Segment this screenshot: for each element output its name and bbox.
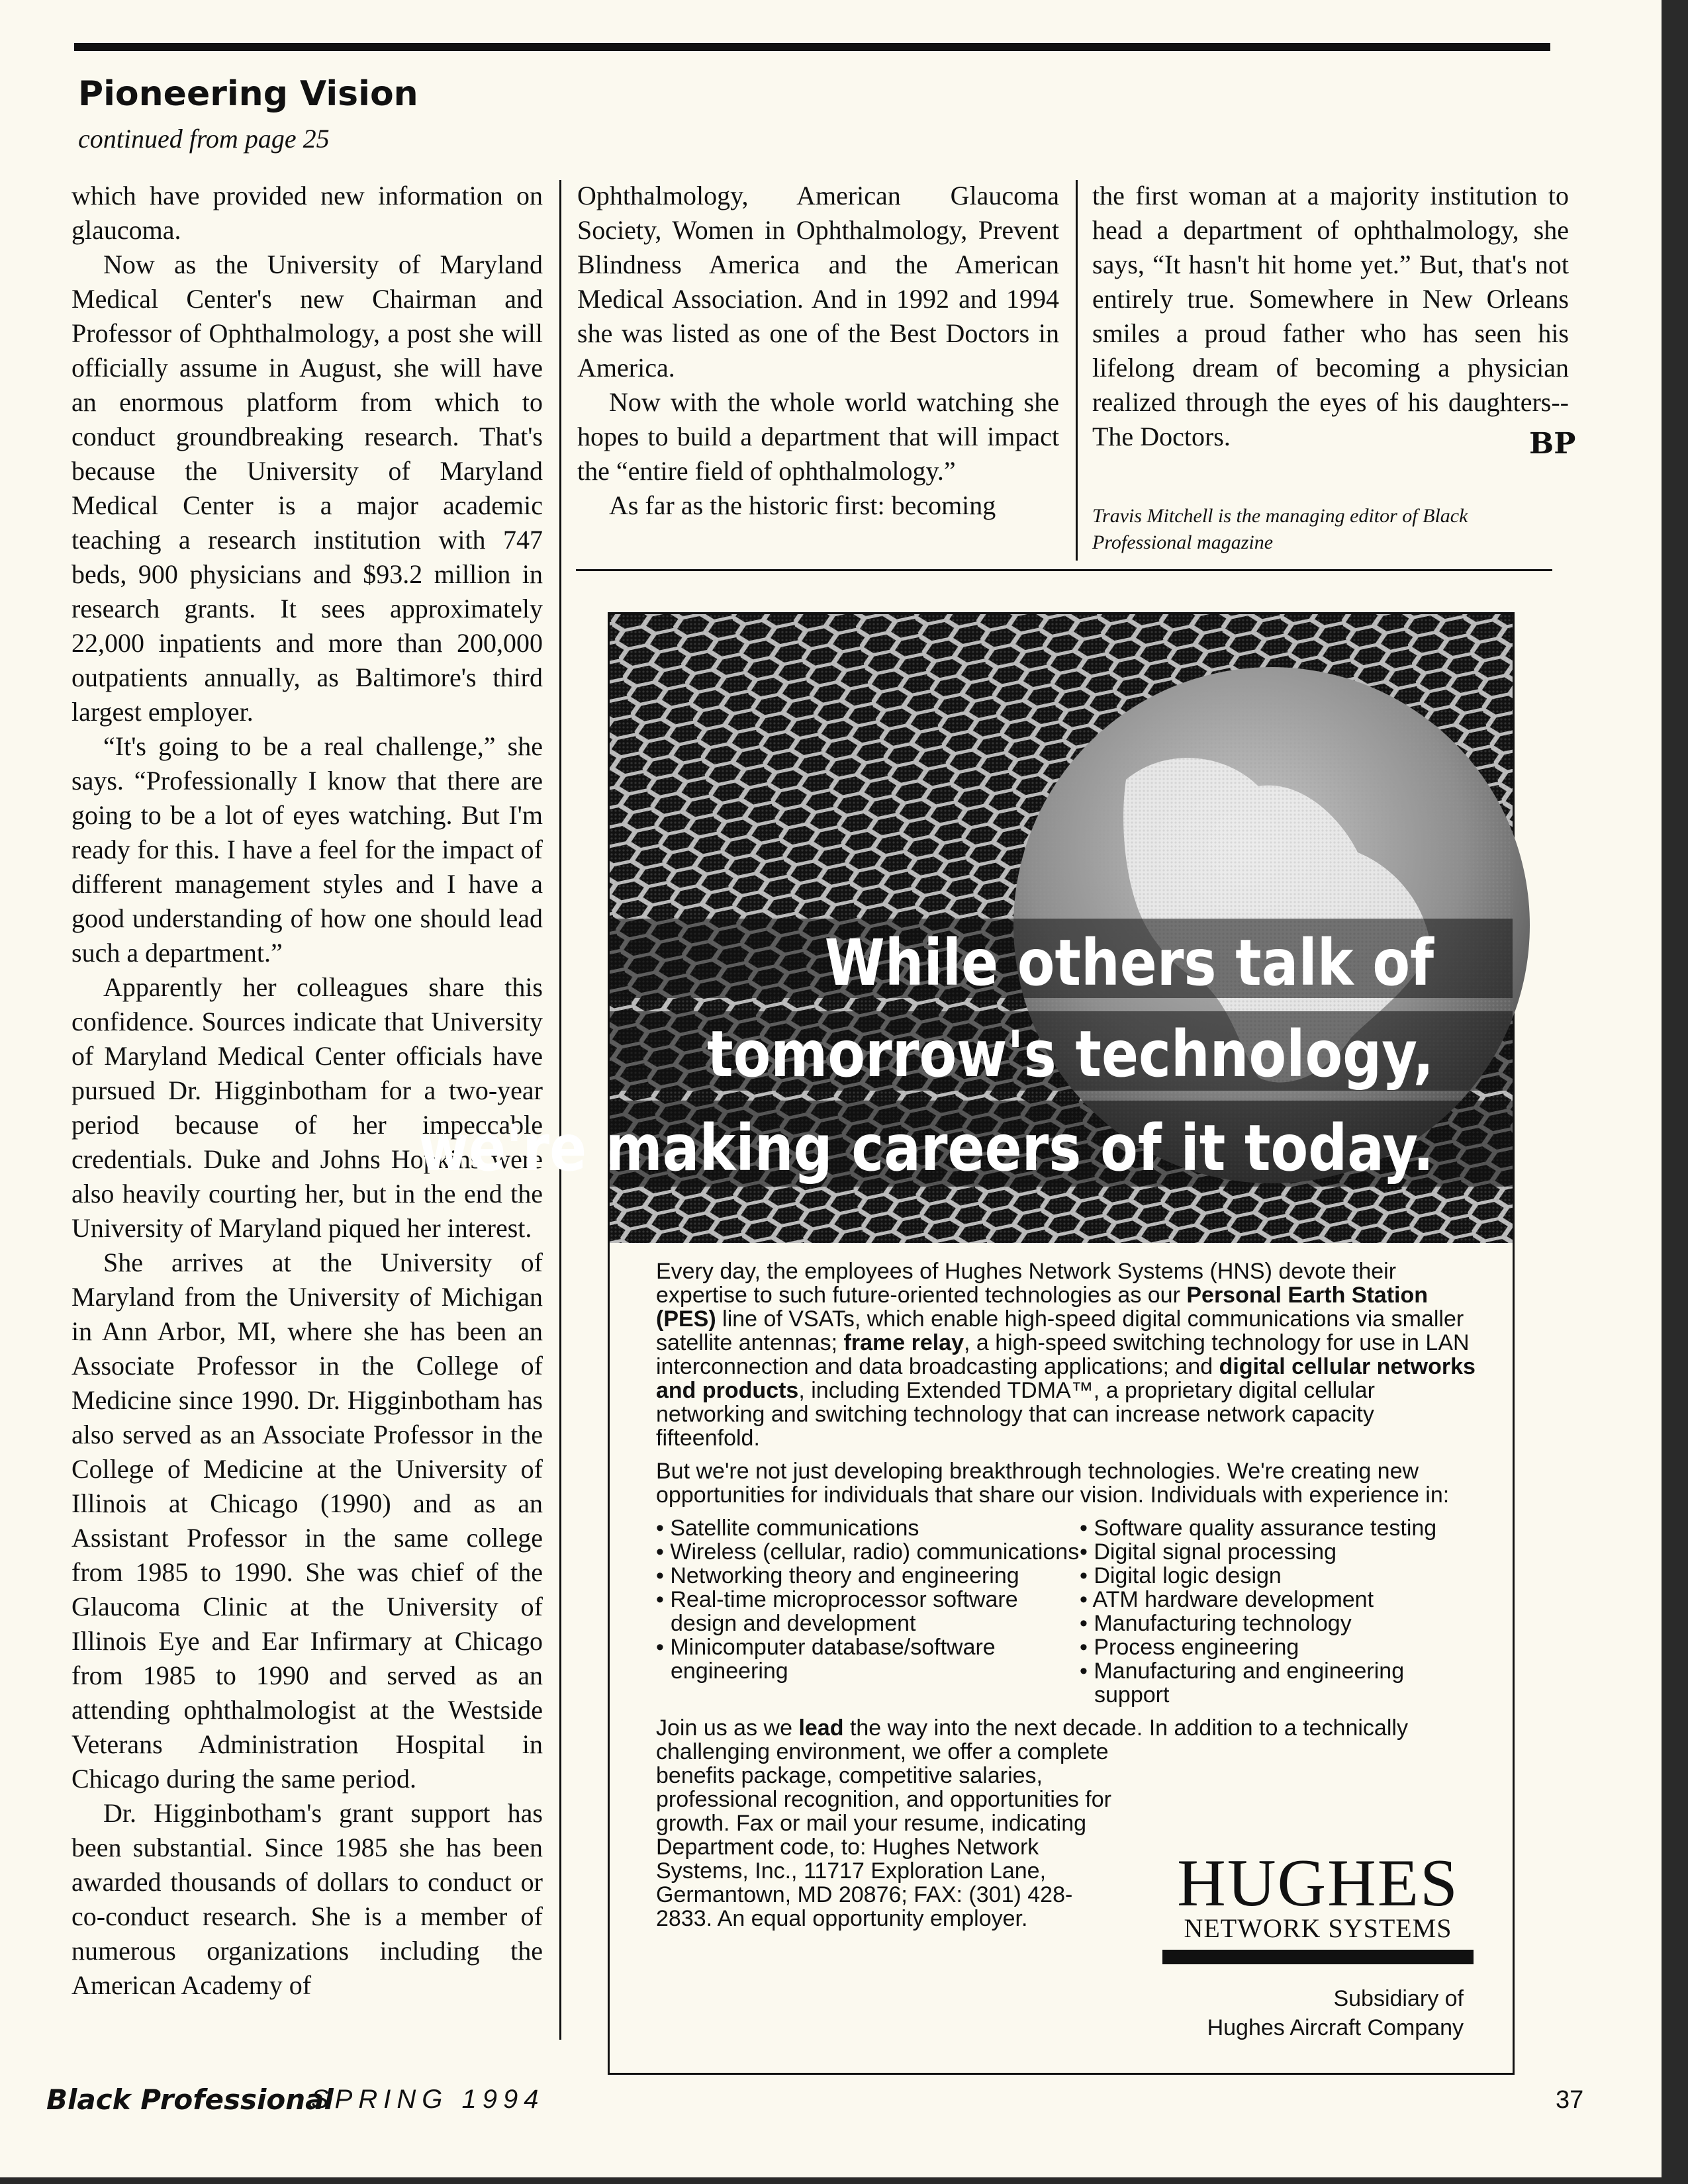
continued-note: continued from page 25 (78, 124, 330, 154)
footer-magazine-name: Black Professional (46, 2083, 334, 2116)
column-divider (1076, 180, 1078, 561)
logo-name: HUGHES (1177, 1846, 1459, 1921)
logo-bar (1162, 1950, 1474, 1964)
list-item: • Minicomputer database/software engineering (656, 1635, 996, 1684)
author-credit: Travis Mitchell is the managing editor of Black Professional magazine (1092, 505, 1468, 553)
subsidiary-line: Subsidiary of (1333, 1986, 1464, 2011)
hughes-advertisement (418, 612, 1515, 2075)
paragraph: Now with the whole world watching she hopes to build a department that will impact the “entire field of ophthalmology.” (577, 387, 1059, 486)
column-divider (559, 180, 561, 2040)
bold-term: frame relay (843, 1330, 964, 1355)
paragraph: “It's going to be a real challenge,” she says. “Professionally I know that there are going to be a lot of eyes watching. But I'm ready for this. I have a feel for the impact of different management styles and I have a good understanding of how one should lead such a department.” (71, 731, 543, 968)
list-item: • Manufacturing and engineering support (1080, 1659, 1405, 1707)
logo-subtitle: NETWORK SYSTEMS (1184, 1913, 1452, 1943)
bold-term: digital cellular networks and products (656, 1354, 1476, 1403)
article-column-2 (577, 179, 1059, 523)
bold-term: lead (798, 1715, 844, 1741)
paragraph: She arrives at the University of Maryland from the University of Michigan in Ann Arbor, MI, where she has been an Associate Professor in the College of Medicine since 1990. Dr. Higginbotham has also served as an Associate Professor in the College of Medicine at the University of Illinois at Chicago (1990) and as an Assistant Professor in the same college from 1985 to 1990. She was chief of the Glaucoma Clinic at the University of Illinois Eye and Ear Infirmary at Chicago from 1985 to 1990 and served as an attending ophthalmologist at the Westside Veterans Administration Hospital in Chicago during the same period. (71, 1248, 543, 1794)
paragraph: the first woman at a majority institution to head a department of ophthalmology, she says, “It hasn't hit home yet.” But, that's not entirely true. Somewhere in New Orleans smiles a proud father who has seen his lifelong dream of becoming a physician realized through the eyes of his daughters-- The Doctors. (1092, 181, 1569, 451)
article-column-3 (1092, 179, 1569, 454)
ad-headline-line-3: we're making careers of it today. (418, 1112, 1434, 1186)
paragraph: As far as the historic first: becoming (609, 490, 996, 520)
globe-hexagon-image (418, 614, 1513, 1243)
ad-body-copy (656, 1259, 1477, 1931)
ad-intro (656, 1259, 1477, 1450)
article-column-1 (71, 179, 543, 2003)
text-run: the way into the next decade. In addition to a technically (843, 1715, 1408, 1741)
list-item: • Software quality assurance testing (1080, 1516, 1437, 1541)
text-run: , including Extended TDMA™, a proprietary digital cellular networking and switching technology that can increase network capacity fifteenfold. (656, 1378, 1375, 1451)
paragraph: Apparently her colleagues share this confidence. Sources indicate that University of Maryland Medical Center officials have pursued Dr. Higginbotham for a two-year period because of her impeccable credentials. Duke and Johns Hopkins were also heavily courting her, but in the end the University of Maryland piqued her interest. (71, 972, 543, 1243)
page-number: 37 (1556, 2086, 1584, 2114)
list-item: • Wireless (cellular, radio) communications (656, 1539, 1080, 1565)
paragraph: Dr. Higginbotham's grant support has been substantial. Since 1985 she has been awarded thousands of dollars to conduct or co-conduct research. She is a member of numerous organizations including the American Academy of (71, 1798, 543, 2000)
section-rule (576, 569, 1552, 571)
bp-end-mark: BP (1529, 427, 1576, 461)
experience-list-right (1080, 1516, 1477, 1707)
ad-join-line (656, 1716, 1477, 1740)
list-item: • Satellite communications (656, 1516, 919, 1541)
experience-list-left (656, 1516, 1080, 1707)
ad-paragraph: But we're not just developing breakthrough technologies. We're creating new opportunities for individuals that share our vision. Individuals with experience in: (656, 1459, 1450, 1508)
hughes-logo (1152, 1846, 1483, 1964)
list-item: • Digital logic design (1080, 1563, 1282, 1588)
list-item: • Real-time microprocessor software design and development (656, 1587, 1018, 1636)
article-title: Pioneering Vision (78, 74, 418, 114)
subsidiary-note (1166, 1984, 1464, 2042)
top-rule (74, 43, 1550, 51)
ad-headline-line-1: While others talk of (824, 927, 1434, 1001)
subsidiary-line: Hughes Aircraft Company (1207, 2015, 1464, 2040)
bold-term: Personal Earth Station (PES) (656, 1283, 1428, 1332)
experience-list (656, 1516, 1477, 1707)
text-run: Join us as we (656, 1715, 799, 1741)
ad-join-rest: challenging environment, we offer a complete benefits package, competitive salaries, professional recognition, and opportunities for growth. Fax or mail your resume, indicating Department code, to: Hughes Network Systems, Inc., 11717 Exploration Lane, Germantown, MD 20876; FAX: (301) 428-2833. An equal opportunity employer. (656, 1739, 1111, 1931)
list-item: • ATM hardware development (1080, 1587, 1374, 1612)
footer-issue: SPRING 1994 (311, 2085, 545, 2114)
paragraph: Now as the University of Maryland Medical Center's new Chairman and Professor of Ophthalmology, a post she will officially assume in August, she will have an enormous platform from which to conduct groundbreaking research. That's because the University of Maryland Medical Center is a major academic teaching a research institution with 747 beds, 900 physicians and $93.2 million in research grants. It sees approximately 22,000 inpatients and more than 200,000 outpatients annually, as Baltimore's third largest employer. (71, 250, 543, 727)
text-run: , a high-speed switching technology for use in LAN interconnection and data broadcasting applications; and (656, 1330, 1470, 1379)
text-run: line of VSATs, which enable high-speed digital communications via smaller satellite antennas; (656, 1306, 1464, 1355)
list-item: • Networking theory and engineering (656, 1563, 1019, 1588)
list-item: • Process engineering (1080, 1635, 1299, 1660)
text-run: Every day, the employees of Hughes Network Systems (HNS) devote their expertise to such future-oriented technologies as our (656, 1259, 1397, 1308)
paragraph: Ophthalmology, American Glaucoma Society, Women in Ophthalmology, Prevent Blindness America and the American Medical Association. And in 1992 and 1994 she was listed as one of the Best Doctors in America. (577, 181, 1059, 383)
paragraph: which have provided new information on glaucoma. (71, 181, 543, 245)
list-item: • Manufacturing technology (1080, 1611, 1352, 1636)
ad-headline-line-2: tomorrow's technology, (707, 1018, 1434, 1092)
list-item: • Digital signal processing (1080, 1539, 1336, 1565)
